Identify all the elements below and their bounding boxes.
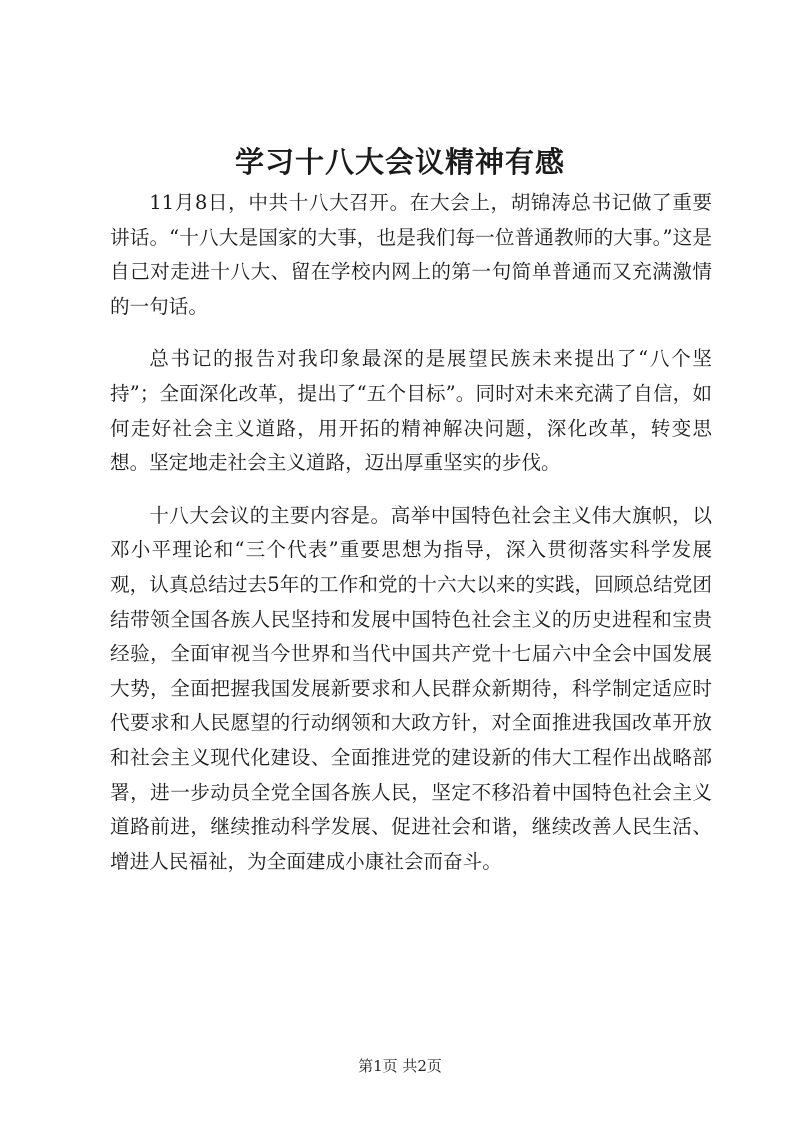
paragraph-2: 总书记的报告对我印象最深的是展望民族未来提出了“八个坚持”；全面深化改革，提出了“五个目标”。同时对未来充满了自信，如何走好社会主义道路，用开拓的精神解决问题，深化改革，转变思想。坚定地走社会主义道路，迈出厚重坚实的步伐。 [110, 347, 712, 475]
document-body [110, 186, 712, 897]
paragraph-3: 十八大会议的主要内容是。高举中国特色社会主义伟大旗帜，以邓小平理论和“三个代表”重要思想为指导，深入贯彻落实科学发展观，认真总结过去5年的工作和党的十六大以来的实践，回顾总结党团结带领全国各族人民坚持和发展中国特色社会主义的历史进程和宝贵经验，全面审视当今世界和当代中国共产党十七届六中全会中国发展大势，全面把握我国发展新要求和人民群众新期待，科学制定适应时代要求和人民愿望的行动纲领和大政方针，对全面推进我国改革开放和社会主义现代化建设、全面推进党的建设新的伟大工程作出战略部署，进一步动员全党全国各族人民，坚定不移沿着中国特色社会主义道路前进，继续推动科学发展、促进社会和谐，继续改善人民生活、增进人民福祉，为全面建成小康社会而奋斗。 [110, 503, 712, 873]
document-title: 学习十八大会议精神有感 [234, 145, 565, 179]
paragraph-1: 11月8日，中共十八大召开。在大会上，胡锦涛总书记做了重要讲话。“十八大是国家的大事，也是我们每一位普通教师的大事。”这是自己对走进十八大、留在学校内网上的第一句简单普通而又充满激情的一句话。 [110, 191, 712, 318]
page-footer: 第1页 共2页 [358, 1057, 442, 1075]
